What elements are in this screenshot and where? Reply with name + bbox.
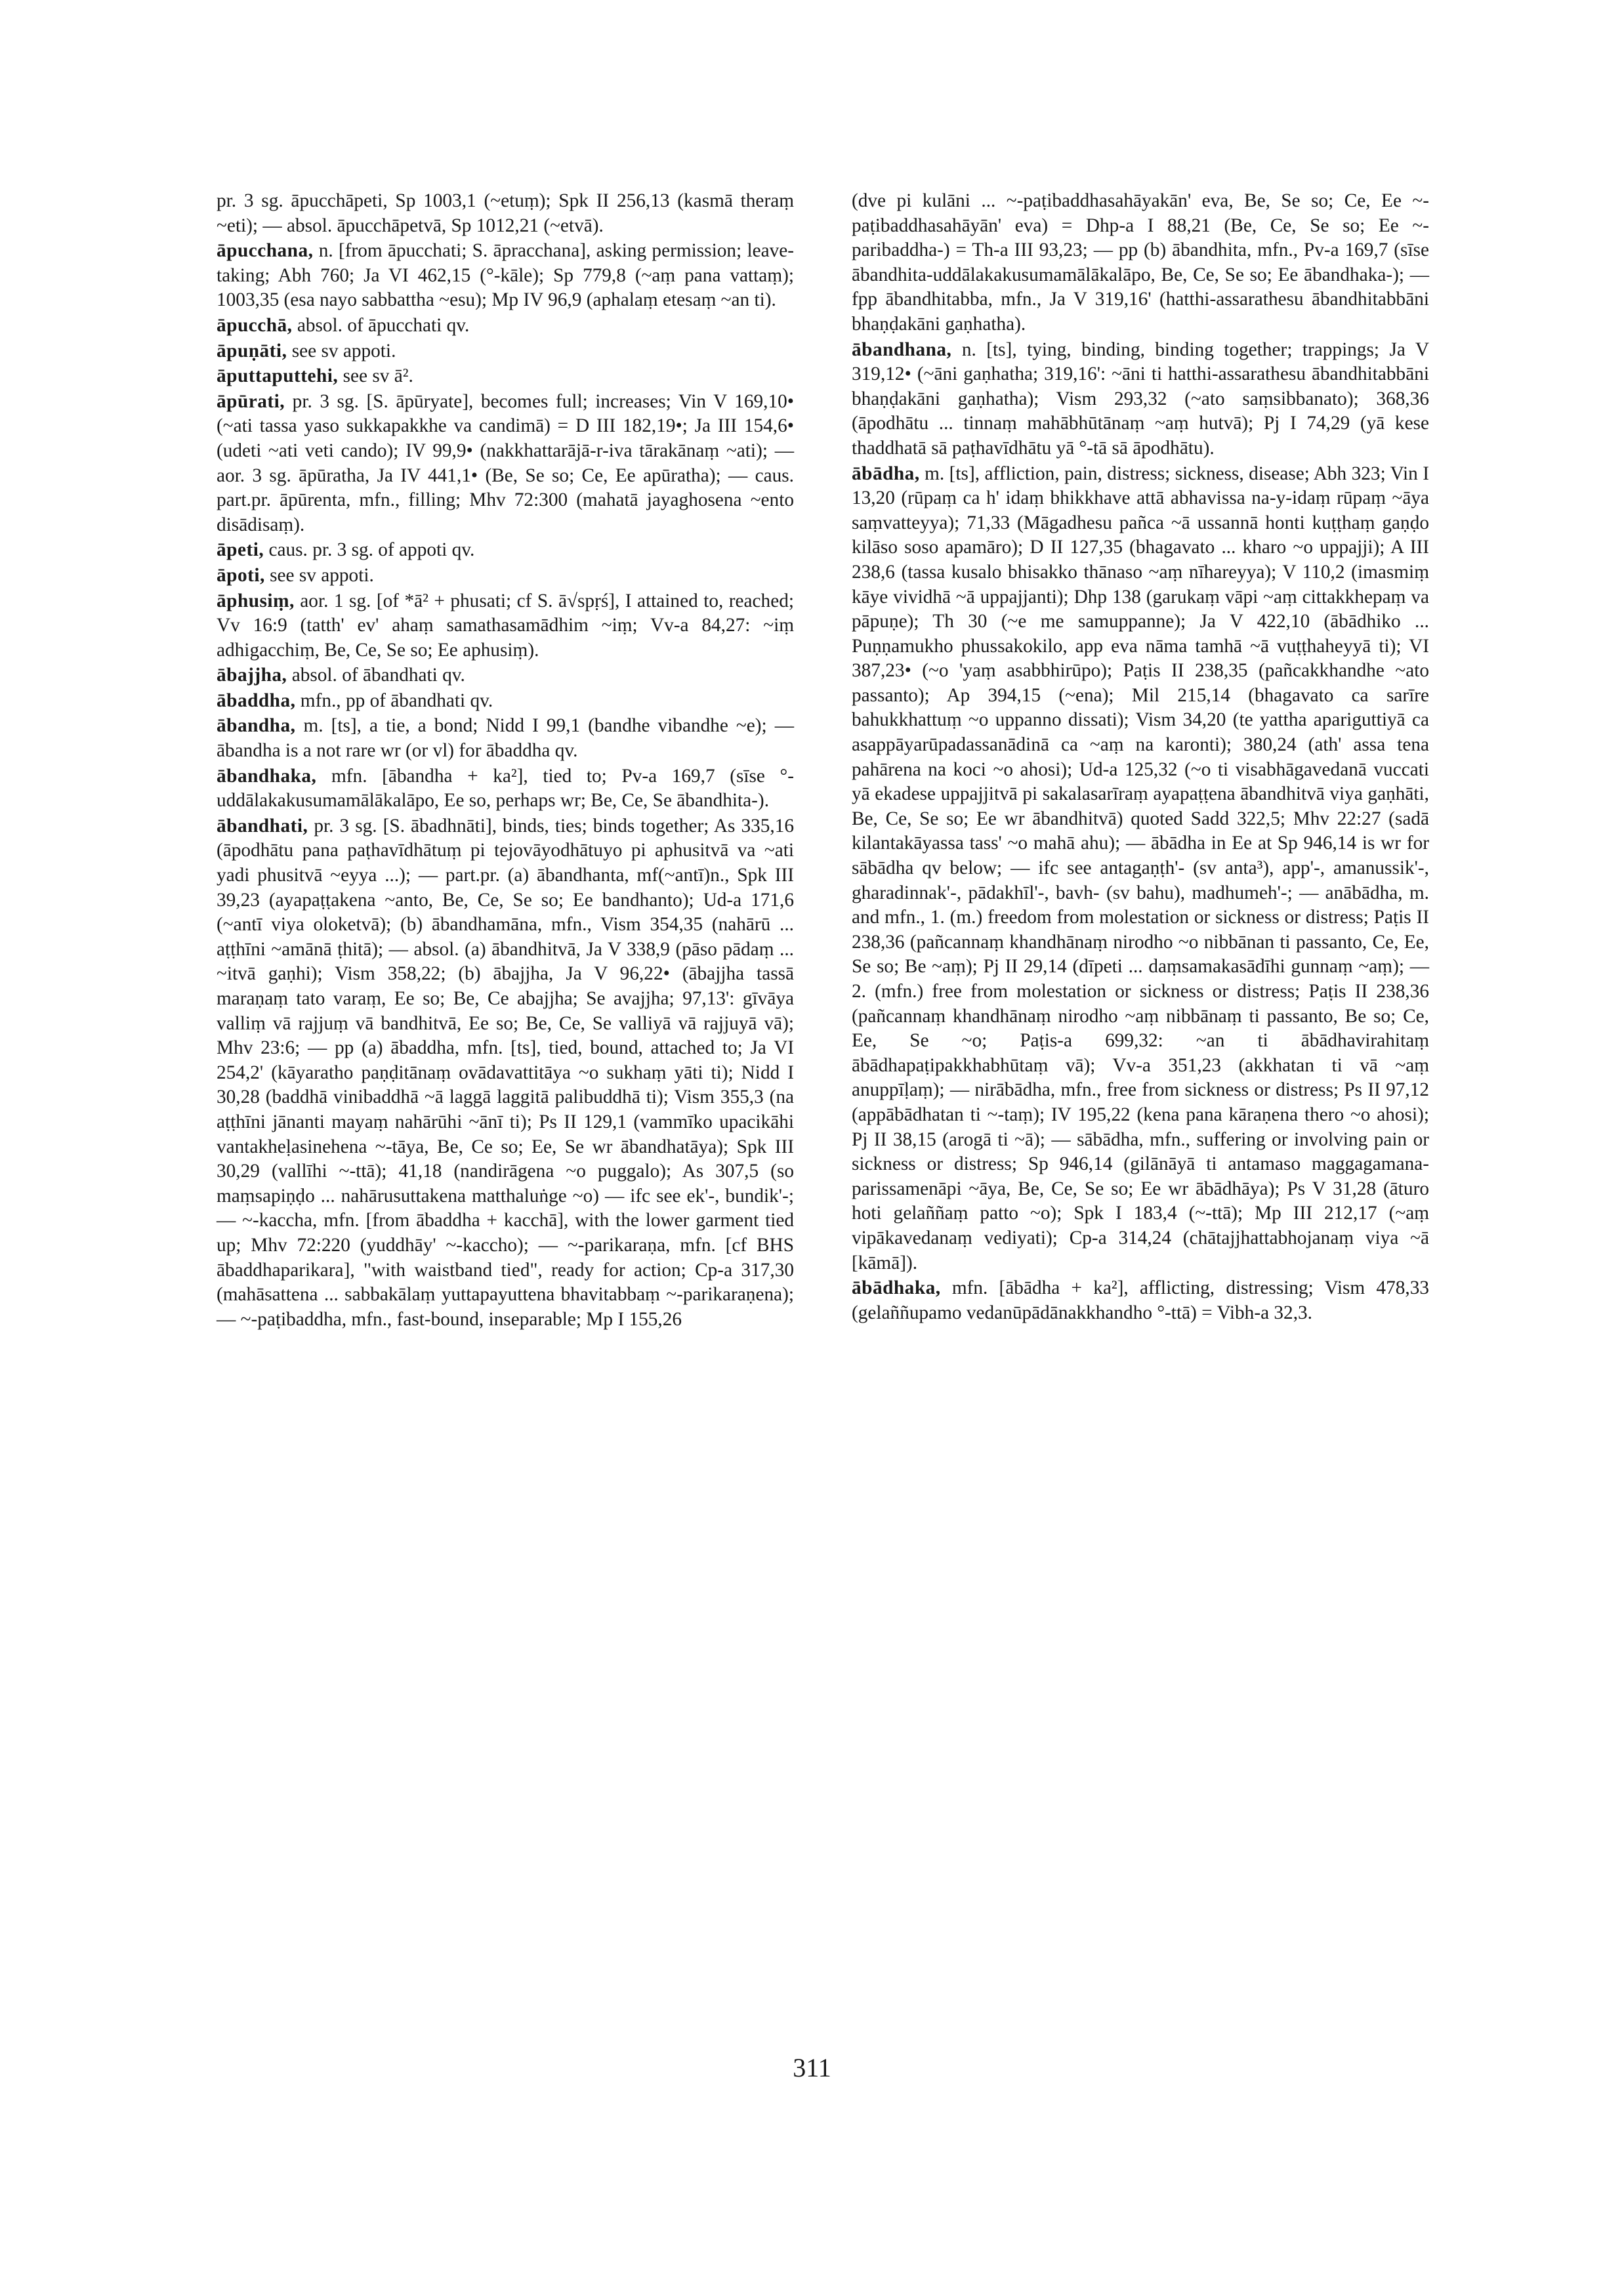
- dictionary-entry: [217, 239, 794, 313]
- dictionary-entry: [217, 314, 794, 339]
- dictionary-entry: [217, 564, 794, 589]
- entry-text: pr. 3 sg. āpucchāpeti, Sp 1003,1 (~etuṃ); Spk II 256,13 (kasmā theraṃ ~eti); — absol. āpucchāpetvā, Sp 1012,21 (~etvā).: [217, 190, 794, 236]
- entry-text: absol. of ābandhati qv.: [291, 665, 465, 686]
- entry-headword: āphusiṃ,: [217, 590, 295, 611]
- dictionary-entry: [217, 189, 794, 238]
- entry-headword: ābandhati,: [217, 815, 308, 837]
- entry-text: m. [ts], a tie, a bond; Nidd I 99,1 (bandhe vibandhe ~e); — ābandha is a not rare wr (or vl) for ābaddha qv.: [217, 715, 795, 762]
- page-number: 311: [793, 2053, 831, 2082]
- entry-headword: āpeti,: [217, 539, 264, 561]
- entry-headword: ābandhana,: [852, 339, 952, 360]
- entry-headword: ābādhaka,: [852, 1277, 941, 1299]
- entry-text: absol. of āpucchati qv.: [297, 314, 470, 336]
- entry-text: aor. 1 sg. [of *ā² + phusati; cf S. ā√spṛś], I attained to, reached; Vv 16:9 (tatth' ev' ahaṃ samathasamādhim ~iṃ; Vv-a 84,27: ~iṃ adhigacchiṃ, Be, Ce, Se so; Ee aphusiṃ).: [217, 590, 794, 661]
- dictionary-entry: [217, 339, 794, 364]
- left-column: [217, 189, 794, 1333]
- entry-text: pr. 3 sg. [S. ābadhnāti], binds, ties; binds together; As 335,16 (āpodhātu pana paṭhavīdhātuṃ pi tejovāyodhātuyo pi aphusitvā va ~ati yadi phusitvā ~eyya ...); — part.pr. (a) ābandhanta, mf(~antī)n., Spk III 39,23 (ayapaṭṭakena ~anto, Be, Ce, Se so; Ee bandhanto); Ud-a 171,6 (~antī viya oloketvā); (b) ābandhamāna, mfn., Vism 354,35 (nahārū ... aṭṭhīni ~amānā ṭhitā); — absol. (a) ābandhitvā, Ja V 338,9 (pāso pādaṃ ... ~itvā gaṇhi); Vism 358,22; (b) ābajjha, Ja V 96,22• (ābajjha tassā maraṇaṃ tato varaṃ, Ee so; Be, Ce abajjha; Se avajjha; 97,13': gīvāya valliṃ vā rajjuṃ vā bandhitvā, Ee so; Be, Ce, Se valliyā vā rajjuyā vā); Mhv 23:6; — pp (a) ābaddha, mfn. [ts], tied, bound, attached to; Ja VI 254,2' (kāyaratho paṇḍitānaṃ ovādavattitāya ~o sukhaṃ yāti ti); Nidd I 30,28 (baddhā vinibaddhā ~ā laggā laggitā palibuddhā ti); Vism 355,3 (na aṭṭhīni jānanti mayaṃ nahārūhi ~ānī ti); Ps II 129,1 (vammīko upacikāhi vantakheḷasinehena ~-tāya, Be, Ce so; Ee, Se wr ābandhatāya); Spk III 30,29 (vallīhi ~-ttā); 41,18 (nandirāgena ~o puggalo); As 307,5 (so maṃsapiṇḍo ... nahārusuttakena matthaluṅge ~o) — ifc see ek'-, bundik'-; — ~-kaccha, mfn. [from ābaddha + kacchā], with the lower garment tied up; Mhv 72:220 (yuddhāy' ~-kaccho); — ~-parikaraṇa, mfn. [cf BHS ābaddhaparikara], "with waistband tied", ready for action; Cp-a 317,30 (mahāsattena ... sabbakālaṃ yuttapayuttena bhavitabbaṃ ~-parikaraṇena); — ~-paṭibaddha, mfn., fast-bound, inseparable; Mp I 155,26: [217, 815, 795, 1330]
- entry-text: caus. pr. 3 sg. of appoti qv.: [268, 539, 475, 561]
- entry-headword: āpucchana,: [217, 240, 314, 262]
- entry-headword: ābādha,: [852, 463, 920, 484]
- entry-headword: ābandha,: [217, 715, 296, 737]
- right-column: [852, 189, 1429, 1326]
- entry-text: n. [ts], tying, binding, binding together; trappings; Ja V 319,12• (~āni gaṇhatha; 319,16': ~āni ti hatthi-assarathesu ābandhitabbāni bhaṇḍakāni gaṇhatha); Vism 293,32 (~ato saṃsibbanato); 368,36 (āpodhātu ... tinnaṃ mahābhūtānaṃ ~aṃ hutvā); Pj I 74,29 (yā kese thaddhatā sā paṭhavīdhātu yā °-tā sā āpodhātu).: [852, 339, 1429, 459]
- entry-headword: ābaddha,: [217, 690, 296, 711]
- entry-text: pr. 3 sg. [S. āpūryate], becomes full; increases; Vin V 169,10• (~ati tassa yaso sukkapakkhe va candimā) = D III 182,19•; Ja III 154,6• (udeti ~ati veti cando); IV 99,9• (nakkhattarājā-r-iva tārakānaṃ ~ati); — aor. 3 sg. āpūratha, Ja IV 441,1• (Be, Se so; Ce, Ee apūratha); — caus. part.pr. āpūrenta, mfn., filling; Mhv 72:300 (mahatā jayaghosena ~ento disādisaṃ).: [217, 390, 794, 535]
- entry-text: m. [ts], affliction, pain, distress; sickness, disease; Abh 323; Vin I 13,20 (rūpaṃ ca h' idaṃ bhikkhave attā abhavissa na-y-idaṃ rūpaṃ ~āya saṃvatteyya); 71,33 (Māgadhesu pañca ~ā ussannā honti kuṭṭhaṃ gaṇḍo kilāso soso apamāro); D II 127,35 (bhagavato ... kharo ~o uppajji); A III 238,6 (tassa kusalo bhisakko thānaso ~aṃ nīhareyya); V 110,2 (imasmiṃ kāye vividhā ~ā uppajjanti); Dhp 138 (garukaṃ vāpi ~aṃ cittakkhepaṃ va pāpuṇe); Th 30 (~e me samuppanne); Ja V 422,10 (ābādhiko ... Puṇṇamukho phussakokilo, app eva nāma tamhā ~ā vuṭṭhaheyyā ti); VI 387,23• (~o 'yaṃ asabbhirūpo); Paṭis II 238,35 (pañcakkhandhe ~ato passanto); Ap 394,15 (~ena); Mil 215,14 (bhagavato ca sarīre bahukkhattuṃ ~o uppanno dissati); Vism 34,20 (te yattha apariguttiyā ca asappāyarūpadassanādinā ca ~aṃ na karonti); 380,24 (ath' assa tena pahārena na koci ~o ahosi); Ud-a 125,32 (~o ti visabhāgavedanā vuccati yā ekadese uppajjitvā pi sakalasarīraṃ ayapaṭṭena ābandhitvā viya gaṇhāti, Be, Ce, Se so; Ee wr ābandhitvā) quoted Sadd 322,5; Mhv 22:27 (sadā kilantakāyassa tass' ~o mahā ahu); — ābādha in Ee at Sp 946,14 is wr for sābādha qv below; — ifc see antagaṇṭh'- (sv anta³), app'-, amanussik'-, gharadinnak'-, pādakhīl'-, bavh- (sv bahu), madhumeh'-; — anābādha, m. and mfn., 1. (m.) freedom from molestation or sickness or distress; Paṭis II 238,36 (pañcannaṃ khandhānaṃ nirodho ~o nibbānan ti passanto, Ce, Ee, Se so; Be ~aṃ); Pj II 29,14 (dīpeti ... daṃsamakasādīhi gunnaṃ ~aṃ); — 2. (mfn.) free from molestation or sickness or distress; Paṭis II 238,36 (pañcannaṃ khandhānaṃ nirodho ~aṃ nibbānaṃ ti passanto, Be so; Ce, Ee, Se ~o; Paṭis-a 699,32: ~an ti ābādhavirahitaṃ ābādhapaṭipakkhabhūtaṃ vā); Vv-a 351,23 (akkhatan ti vā ~aṃ anuppīḷaṃ); — nirābādha, mfn., free from sickness or distress; Ps II 97,12 (appābādhatan ti ~-taṃ); IV 195,22 (kena pana kāraṇena thero ~o ahosi); Pj II 38,15 (arogā ti ~ā); — sābādha, mfn., suffering or involving pain or sickness or distress; Sp 946,14 (gilānāyā ti antamaso maggagamana-parissamenāpi ~āya, Be, Ce, Se so; Ee wr ābādhāya); Ps V 31,28 (āturo hoti gelaññaṃ patto ~o); Spk I 183,4 (~-ttā); Mp III 212,17 (~aṃ vipākavedanaṃ vediyati); Cp-a 314,24 (chātajjhattabhojanaṃ viya ~ā [kāmā]).: [852, 463, 1430, 1273]
- entry-text: see sv appoti.: [291, 340, 396, 362]
- dictionary-entry: [217, 538, 794, 563]
- entry-text: mfn., pp of ābandhati qv.: [300, 690, 493, 711]
- dictionary-entry: [217, 689, 794, 714]
- dictionary-entry: [217, 364, 794, 389]
- entry-headword: āpūrati,: [217, 390, 285, 412]
- dictionary-entry: [852, 338, 1429, 461]
- dictionary-entry: [852, 189, 1429, 337]
- dictionary-entry: [852, 462, 1429, 1276]
- entry-text: see sv ā².: [343, 365, 413, 387]
- entry-text: (dve pi kulāni ... ~-paṭibaddhasahāyakān' eva, Be, Se so; Ce, Ee ~-paṭibaddhasahāyān' eva) = Dhp-a I 88,21 (Be, Ce, Se so; Ee ~-paribaddha-) = Th-a III 93,23; — pp (b) ābandhita, mfn., Pv-a 169,7 (sīse ābandhita-uddālakakusumamālākalāpo, Be, Ce, Se so; Ee ābandhaka-); — fpp ābandhitabba, mfn., Ja V 319,16' (hatthi-assarathesu ābandhitabbāni bhaṇḍakāni gaṇhatha).: [852, 190, 1429, 335]
- dictionary-entry: [852, 1276, 1429, 1325]
- dictionary-entry: [217, 764, 794, 814]
- entry-headword: āpuṇāti,: [217, 340, 287, 362]
- dictionary-entry: [217, 589, 794, 663]
- entry-text: see sv appoti.: [270, 564, 374, 586]
- entry-text: mfn. [ābādha + ka²], afflicting, distressing; Vism 478,33 (gelaññupamo vedanūpādānakkhandho °-ttā) = Vibh-a 32,3.: [852, 1277, 1429, 1323]
- entry-headword: ābandhaka,: [217, 765, 317, 787]
- dictionary-entry: [217, 814, 794, 1332]
- dictionary-entry: [217, 390, 794, 538]
- dictionary-entry: [217, 663, 794, 688]
- entry-text: n. [from āpucchati; S. āpracchana], asking permission; leave-taking; Abh 760; Ja VI 462,15 (°-kāle); Sp 779,8 (~aṃ pana vattaṃ); 1003,35 (esa nayo sabbattha ~esu); Mp IV 96,9 (aphalaṃ etesaṃ ~an ti).: [217, 240, 794, 311]
- entry-headword: ābajjha,: [217, 665, 287, 686]
- entry-headword: āputtaputtehi,: [217, 365, 339, 387]
- entry-headword: āpucchā,: [217, 314, 293, 336]
- entry-headword: āpoti,: [217, 564, 265, 586]
- dictionary-entry: [217, 714, 794, 763]
- entry-text: mfn. [ābandha + ka²], tied to; Pv-a 169,7 (sīse °-uddālakakusumamālākalāpo, Ee so, perhaps wr; Be, Ce, Se ābandhita-).: [217, 765, 795, 812]
